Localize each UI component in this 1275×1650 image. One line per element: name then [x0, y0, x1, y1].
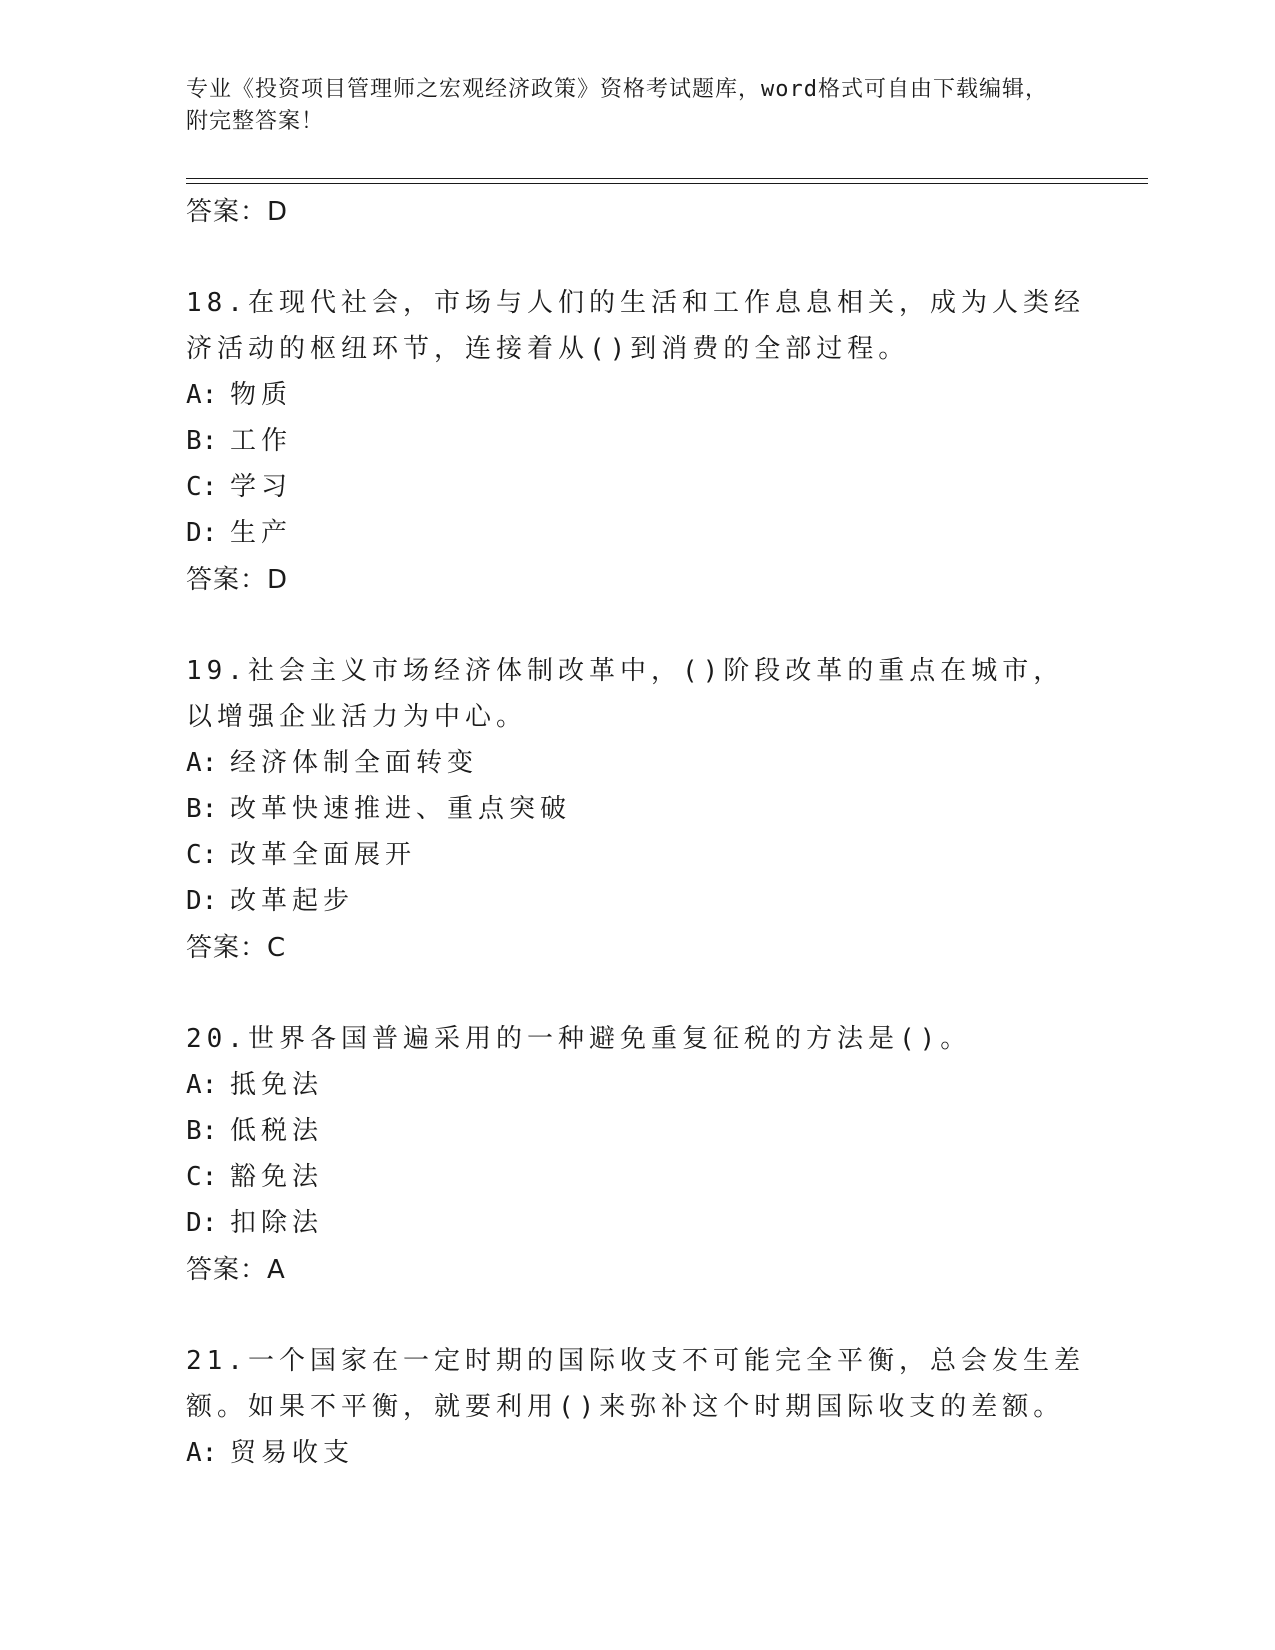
question-18: [186, 280, 1086, 604]
previous-answer: 答案：D: [186, 197, 289, 227]
option-key: D:: [186, 518, 218, 548]
option-text: 扣除法: [230, 1208, 324, 1238]
option-key: D:: [186, 886, 218, 916]
option-key: A:: [186, 380, 218, 410]
option-text: 学习: [230, 472, 293, 502]
option-text: 贸易收支: [230, 1438, 355, 1468]
option-text: 改革全面展开: [230, 840, 417, 870]
question-20: [186, 1016, 1086, 1294]
option-a: [186, 1062, 1086, 1108]
option-text: 物质: [230, 380, 293, 410]
answer-line: 答案：C: [186, 933, 287, 963]
header-divider-secondary: [186, 183, 1148, 184]
option-text: 生产: [230, 518, 293, 548]
option-b: [186, 418, 1086, 464]
header-divider: [186, 178, 1148, 179]
option-text: 改革快速推进、重点突破: [230, 794, 572, 824]
option-text: 改革起步: [230, 886, 355, 916]
answer-line: 答案：A: [186, 1255, 286, 1285]
question-stem: 19.社会主义市场经济体制改革中，()阶段改革的重点在城市，以增强企业活力为中心。: [186, 656, 1065, 732]
option-text: 豁免法: [230, 1162, 324, 1192]
question-stem: 21.一个国家在一定时期的国际收支不可能完全平衡，总会发生差额。如果不平衡，就要利用()来弥补这个时期国际收支的差额。: [186, 1346, 1085, 1422]
option-text: 低税法: [230, 1116, 324, 1146]
question-21: [186, 1338, 1086, 1476]
option-a: [186, 740, 1086, 786]
option-d: [186, 878, 1086, 924]
option-b: [186, 1108, 1086, 1154]
option-d: [186, 510, 1086, 556]
option-key: C:: [186, 472, 218, 502]
option-key: B:: [186, 794, 218, 824]
option-key: C:: [186, 840, 218, 870]
option-key: C:: [186, 1162, 218, 1192]
option-text: 工作: [230, 426, 293, 456]
option-a: [186, 1430, 1086, 1476]
option-key: B:: [186, 1116, 218, 1146]
option-key: D:: [186, 1208, 218, 1238]
document-header: 专业《投资项目管理师之宏观经济政策》资格考试题库，word格式可自由下载编辑，附完整答案！: [186, 77, 1048, 134]
option-d: [186, 1200, 1086, 1246]
option-b: [186, 786, 1086, 832]
option-key: A:: [186, 1438, 218, 1468]
option-c: [186, 832, 1086, 878]
option-a: [186, 372, 1086, 418]
question-list: [186, 188, 1086, 1476]
option-text: 抵免法: [230, 1070, 324, 1100]
question-19: [186, 648, 1086, 972]
question-stem: 20.世界各国普遍采用的一种避免重复征税的方法是()。: [186, 1024, 972, 1054]
option-c: [186, 464, 1086, 510]
question-stem: 18.在现代社会，市场与人们的生活和工作息息相关，成为人类经济活动的枢纽环节，连接着从()到消费的全部过程。: [186, 288, 1085, 364]
option-c: [186, 1154, 1086, 1200]
option-key: A:: [186, 1070, 218, 1100]
answer-line: 答案：D: [186, 565, 289, 595]
option-text: 经济体制全面转变: [230, 748, 479, 778]
option-key: A:: [186, 748, 218, 778]
option-key: B:: [186, 426, 218, 456]
